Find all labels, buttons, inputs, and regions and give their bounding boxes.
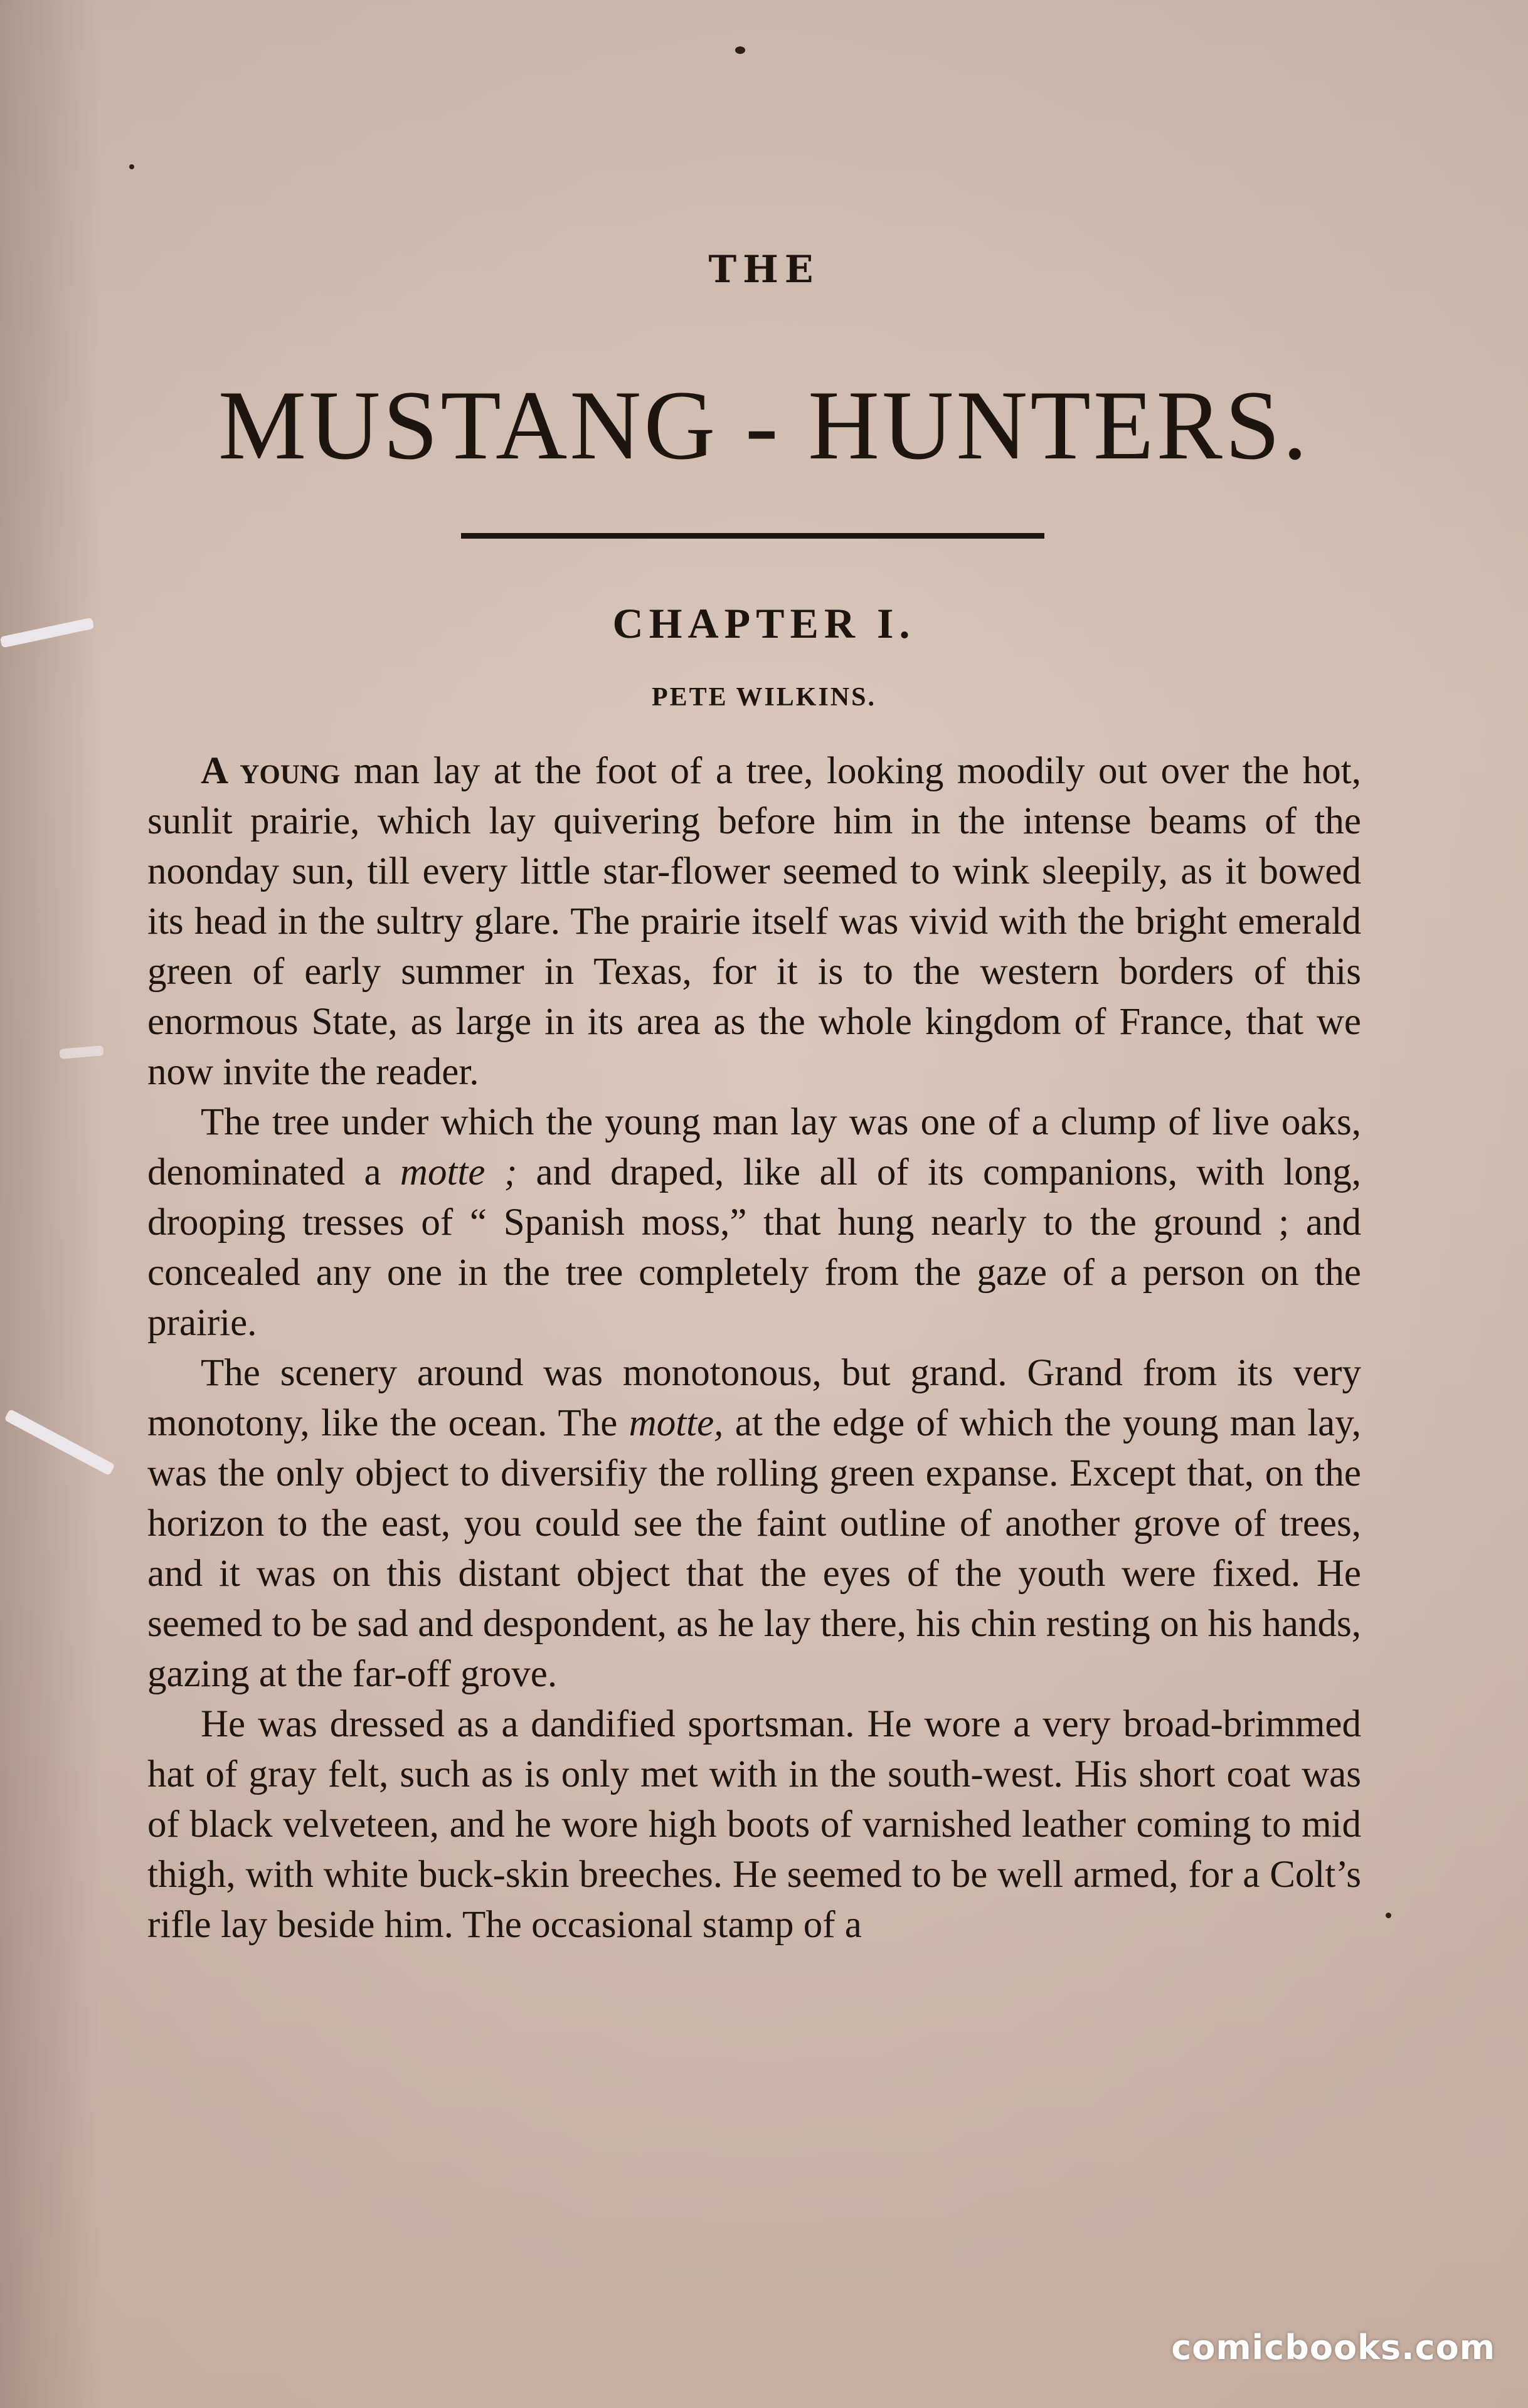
ink-speck xyxy=(735,46,745,54)
paragraph-text: and draped, like all of its companions, with long, drooping tresses of “ Spanish moss,” that hung nearly to the ground ; and concealed any one in the tree completely from the gaze of a person on the prairie. xyxy=(147,1151,1361,1344)
ink-speck xyxy=(129,164,134,169)
italic-term: motte ; xyxy=(400,1151,517,1193)
italic-term: motte, xyxy=(629,1402,724,1444)
paragraph-text: He was dressed as a dandified sportsman. He wore a very broad-brimmed hat of gray felt, such as is only met with in the south-west. His short coat was of black velveteen, and he wore high boots of varnished leather coming to mid thigh, with white buck-skin breeches. He seemed to be well armed, for a Colt’s rifle lay beside him. The occasional stamp of a xyxy=(147,1703,1361,1946)
paragraph-text: The tree under which the young man lay was one of a clump of live oaks, denominated a xyxy=(147,1101,1361,1193)
paragraph-text: at the edge of which the young man lay, was the only object to diversifiy the rolling green expanse. Except that, on the horizon to the east, you could see the faint outline of another grove of trees, and it was on this distant object that the eyes of the youth were fixed. He seemed to be sad and despondent, as he lay there, his chin resting on his hands, gazing at the far-off grove. xyxy=(147,1402,1361,1695)
ink-speck xyxy=(1386,1913,1391,1918)
page-edge-shadow xyxy=(0,0,100,2408)
chapter-subtitle: PETE WILKINS. xyxy=(652,683,876,712)
paragraph-text: The scenery around was monotonous, but grand. Grand from its very monotony, like the ocean. The xyxy=(147,1352,1361,1444)
watermark: comicbooks.com xyxy=(1171,2328,1495,2367)
paragraph xyxy=(147,746,1361,1097)
title-prefix: THE xyxy=(708,248,820,292)
paragraph xyxy=(147,1699,1361,1950)
paragraph-text: man lay at the foot of a tree, looking moodily out over the hot, sunlit prairie, which lay quivering before him in the intense beams of the noonday sun, till every little star-flower seemed to wink sleepily, as it bowed its head in the sultry glare. The prairie itself was vivid with the bright emerald green of early summer in Texas, for it is to the western borders of this enormous State, as large in its area as the whole kingdom of France, that we now invite the reader. xyxy=(147,750,1361,1093)
title-divider xyxy=(461,533,1044,539)
chapter-heading: CHAPTER I. xyxy=(612,599,916,647)
paragraph xyxy=(147,1097,1361,1348)
paragraph-lead: A young xyxy=(201,750,341,792)
body-text xyxy=(147,746,1361,1950)
book-title: MUSTANG - HUNTERS. xyxy=(218,371,1310,480)
paragraph xyxy=(147,1348,1361,1699)
